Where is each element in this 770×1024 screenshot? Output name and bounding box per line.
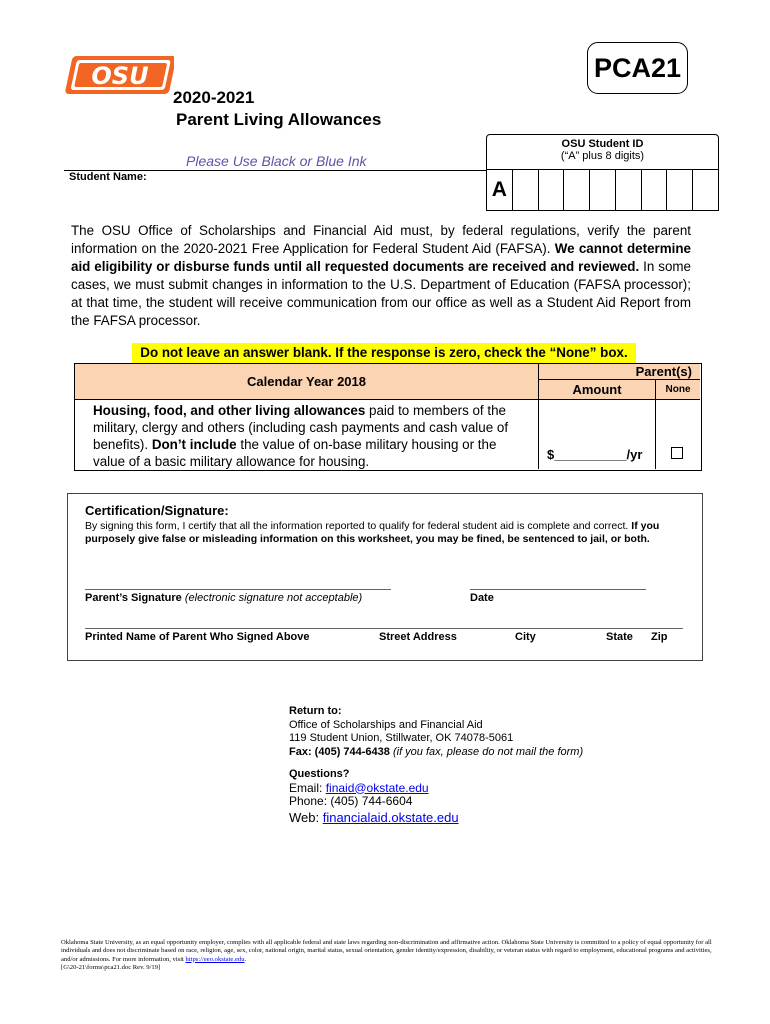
- student-id-digit-box[interactable]: [666, 170, 692, 210]
- certification-box: [67, 493, 703, 661]
- certification-text: [85, 520, 690, 546]
- allowance-exclusion: Don’t include: [151, 437, 237, 452]
- intro-text: In some cases, we must submit changes in information to the U.S. Department of Education (FAFSA processor); at that time, the student will receive communication from our office as well as a Student Aid Report from the FAFSA processor.: [71, 259, 691, 328]
- student-id-digit-box[interactable]: [615, 170, 641, 210]
- state-label: State: [606, 631, 633, 643]
- student-id-hint: (“A” plus 8 digits): [560, 150, 645, 162]
- student-id-digit-box[interactable]: [641, 170, 667, 210]
- allowance-text: the value of on-base military housing or the value of a basic military allowance for housing.: [93, 437, 497, 469]
- instruction-banner: Do not leave an answer blank. If the response is zero, check the “None” box.: [132, 343, 636, 363]
- amount-header: Amount: [539, 380, 656, 400]
- calendar-year-header: Calendar Year 2018: [75, 364, 539, 400]
- allowance-bold: Housing, food, and other living allowances: [93, 403, 366, 418]
- student-id-header: [486, 134, 719, 170]
- signature-line[interactable]: [85, 589, 391, 590]
- city-label: City: [515, 631, 536, 643]
- none-header: None: [656, 380, 700, 400]
- email-label: Email:: [289, 780, 326, 795]
- return-heading: Return to:: [289, 705, 342, 717]
- student-id-digit-box[interactable]: [512, 170, 538, 210]
- return-info: [289, 705, 583, 824]
- web-label: Web:: [289, 809, 323, 825]
- allowance-table: [74, 363, 702, 471]
- date-line[interactable]: [470, 589, 646, 590]
- student-id-digit-box[interactable]: [589, 170, 615, 210]
- fax-note: (if you fax, please do not mail the form): [389, 745, 584, 758]
- ink-note: Please Use Black or Blue Ink: [186, 153, 367, 169]
- intro-bold-text: We cannot determine aid eligibility or disburse funds until all requested documents are received and reviewed.: [71, 241, 691, 274]
- allowance-description: [75, 400, 539, 469]
- signature-label: [85, 592, 362, 604]
- certification-heading: Certification/Signature:: [85, 503, 229, 518]
- web-link[interactable]: financialaid.okstate.edu: [322, 809, 459, 825]
- signature-note: (electronic signature not acceptable): [184, 592, 363, 604]
- osu-logo: [64, 50, 174, 100]
- email-link[interactable]: finaid@okstate.edu: [325, 780, 429, 795]
- none-cell: [656, 400, 700, 469]
- zip-label: Zip: [651, 631, 668, 643]
- fax-line: [289, 746, 583, 760]
- student-id-digit-box[interactable]: [692, 170, 718, 210]
- svg-text:OSU: OSU: [91, 62, 149, 90]
- intro-paragraph: [71, 222, 691, 330]
- parents-header: Parent(s): [539, 364, 700, 380]
- student-id-prefix: A: [491, 178, 507, 201]
- page-title: Parent Living Allowances: [176, 110, 382, 129]
- student-id-digit-box[interactable]: [563, 170, 589, 210]
- fax-number: Fax: (405) 744-6438: [289, 745, 390, 758]
- form-code-badge: PCA21: [587, 42, 688, 94]
- eeo-link[interactable]: https://eeo.okstate.edu: [185, 955, 245, 963]
- office-name: Office of Scholarships and Financial Aid: [289, 718, 483, 731]
- eeo-statement: Oklahoma State University, as an equal opportunity employer, complies with all applicable federal and state laws regarding non-discrimination and affirmative action. Oklahoma State University is committed to a policy of equal opportunity for all individuals and does not discriminate based on race, religion, age, sex, color, national origin, marital status, sexual orientation, gender identity/expression, disability, or veteran status with regard to employment, educational programs and activities, and/or admissions. For more information, visit: [61, 939, 712, 963]
- student-id-label: OSU Student ID: [561, 138, 644, 150]
- phone-line: Phone: (405) 744-6604: [289, 794, 413, 808]
- printed-name-line[interactable]: [85, 628, 683, 629]
- street-address-label: Street Address: [379, 631, 457, 643]
- eeo-footer: Oklahoma State University, as an equal opportunity employer, complies with all applicable federal and state laws regarding non-discrimination and affirmative action. Oklahoma State University is committed to a policy of equal opportunity for all individuals and does not discriminate based on race, religion, age, sex, color, national origin, marital status, sexual orientation, gender identity/expression, disability, or veteran status with regard to employment, educational programs and activities, and/or admissions. For more information, visit https://eeo.okstate.edu. [G\20-21\forms\pca21.doc Rev. 9/19]: [61, 939, 712, 972]
- certification-statement: By signing this form, I certify that all the information reported to qualify for federal student aid is complete and correct.: [85, 520, 632, 532]
- printed-name-label: Printed Name of Parent Who Signed Above: [85, 631, 310, 643]
- questions-heading: Questions?: [289, 768, 350, 780]
- email-line: [289, 782, 583, 796]
- signature-label-text: Parent’s Signature: [85, 592, 182, 604]
- amount-input[interactable]: $__________/yr: [539, 400, 656, 469]
- award-year: 2020-2021: [173, 88, 255, 107]
- allowance-text: paid to members of the military, clergy and others (including cash payments and cash value of benefits).: [93, 403, 509, 452]
- date-label: Date: [470, 592, 494, 604]
- document-reference: [G\20-21\forms\pca21.doc Rev. 9/19]: [61, 964, 161, 972]
- student-name-field[interactable]: Student Name:: [69, 171, 147, 183]
- certification-warning: If you purposely give false or misleading information on this worksheet, you may be fined, be sentenced to jail, or both.: [85, 520, 660, 545]
- student-id-field[interactable]: [486, 170, 719, 211]
- office-address: 119 Student Union, Stillwater, OK 74078-5061: [289, 732, 514, 744]
- web-line: [289, 811, 583, 825]
- student-id-digit-box[interactable]: [538, 170, 564, 210]
- intro-text: The OSU Office of Scholarships and Financial Aid must, by federal regulations, verify the parent information on the 2020-2021 Free Application for Federal Student Aid (FAFSA).: [71, 223, 691, 256]
- none-checkbox[interactable]: [671, 447, 683, 459]
